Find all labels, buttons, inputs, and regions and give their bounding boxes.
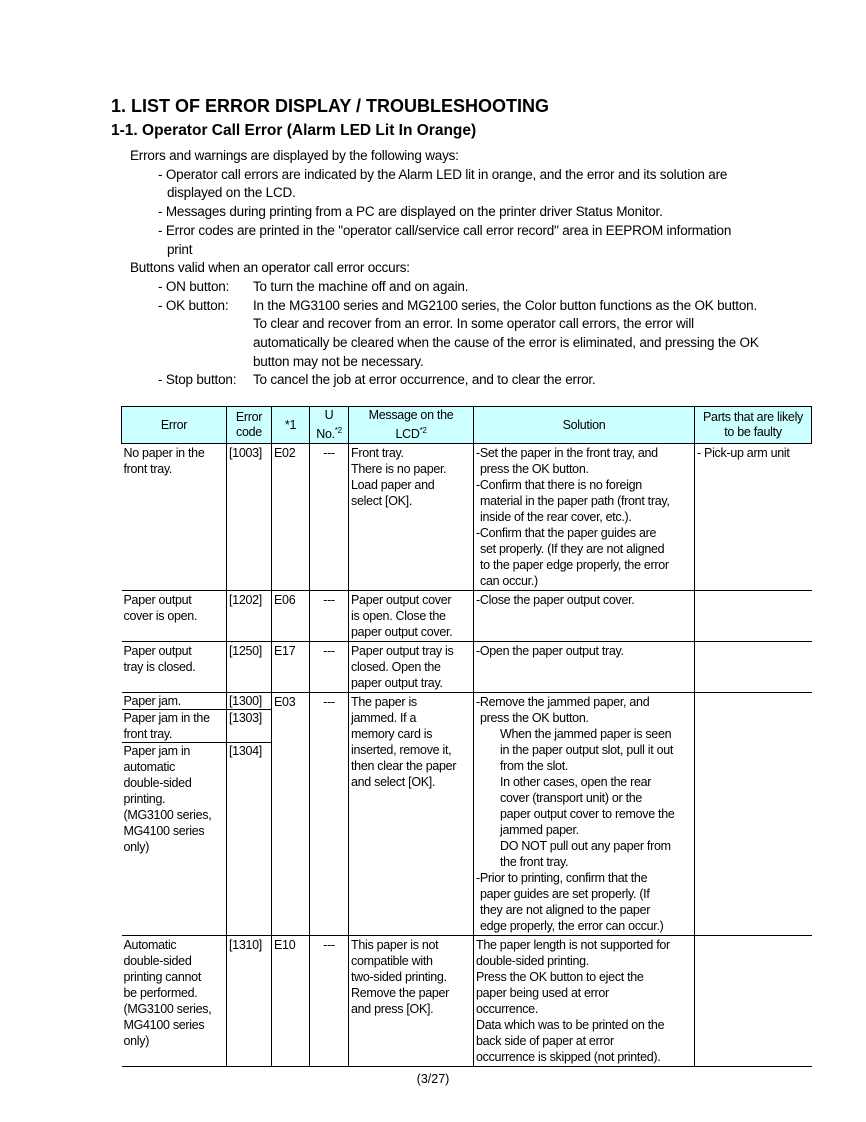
cell-line: -Remove the jammed paper, and (476, 695, 650, 710)
header-message (349, 407, 474, 444)
lcd-message-cell (349, 936, 474, 1067)
error-cell (122, 693, 227, 936)
error-sub-item (122, 710, 227, 743)
u-number-cell: --- (310, 591, 349, 642)
header-msg-line1: Message on the (368, 408, 454, 422)
ok-button-label: - OK button: (158, 297, 229, 313)
cell-line: cover (transport unit) or the (500, 791, 643, 806)
cell-line: paper being used at error (476, 986, 609, 1001)
error-code-cell: [1202] (227, 591, 272, 642)
on-button-row (130, 278, 759, 297)
star1-code-cell: E10 (272, 936, 310, 1067)
on-button-text: To turn the machine off and on again. (253, 278, 469, 294)
ok-button-text-4: button may not be necessary. (253, 353, 424, 369)
error-cell (122, 444, 227, 591)
parts-cell (695, 444, 812, 591)
parts-cell (695, 936, 812, 1067)
header-star1: *1 (272, 407, 310, 444)
cell-line: automatic (123, 760, 175, 775)
cell-line: inside of the rear cover, etc.). (480, 510, 632, 525)
cell-line: In other cases, open the rear (500, 775, 652, 790)
parts-cell (695, 693, 812, 936)
parts-cell (695, 591, 812, 642)
cell-line: inserted, remove it, (351, 743, 452, 758)
cell-line: select [OK]. (351, 494, 413, 509)
cell-line: (MG3100 series, (123, 808, 212, 823)
bullet-3-cont: print (167, 241, 193, 257)
error-cell (122, 642, 227, 693)
u-number-cell: --- (310, 642, 349, 693)
cell-line: -Close the paper output cover. (476, 593, 635, 608)
cell-line: the front tray. (500, 855, 569, 870)
cell-line: There is no paper. (351, 462, 447, 477)
solution-cell (474, 444, 695, 591)
cell-line: When the jammed paper is seen (500, 727, 672, 742)
on-button-label: - ON button: (158, 278, 230, 294)
ok-button-row (130, 297, 759, 316)
header-uno-text: U No. (316, 408, 335, 442)
cell-line: double-sided (123, 776, 192, 791)
solution-cell (474, 591, 695, 642)
cell-line: MG4100 series (123, 1018, 205, 1033)
cell-line: compatible with (351, 954, 433, 969)
cell-line: they are not aligned to the paper (480, 903, 651, 918)
intro-lead: Errors and warnings are displayed by the following ways: (130, 148, 459, 163)
solution-cell (474, 936, 695, 1067)
table-row (122, 444, 812, 591)
cell-line: can occur.) (480, 574, 538, 589)
u-number-cell: --- (310, 444, 349, 591)
cell-line: then clear the paper (351, 759, 457, 774)
header-code-line2: code (236, 425, 262, 440)
cell-line: MG4100 series (123, 824, 205, 839)
cell-line: and select [OK]. (351, 775, 436, 790)
error-code-cell (227, 693, 272, 936)
cell-line: paper output cover to remove the (500, 807, 675, 822)
error-code-cell: [1003] (227, 444, 272, 591)
header-parts (695, 407, 812, 444)
solution-cell (474, 693, 695, 936)
lcd-message-cell (349, 591, 474, 642)
cell-line: (MG3100 series, (123, 1002, 212, 1017)
star1-code-cell: E17 (272, 642, 310, 693)
table-row (122, 936, 812, 1067)
cell-line: cover is open. (123, 609, 198, 624)
error-sub-code: [1300] (227, 693, 271, 710)
bullet-1: - Operator call errors are indicated by the Alarm LED lit in orange, and the error and its solution are (158, 166, 728, 182)
cell-line: printing. (123, 792, 166, 807)
section-title: 1. LIST OF ERROR DISPLAY / TROUBLESHOOTING (111, 96, 550, 116)
u-number-cell: --- (310, 693, 349, 936)
cell-line: The paper is (351, 695, 417, 710)
cell-line: set properly. (If they are not aligned (480, 542, 665, 557)
cell-line: in the paper output slot, pull it out (500, 743, 674, 758)
cell-line: front tray. (123, 727, 173, 742)
error-sub-code: [1303] (227, 710, 271, 743)
cell-line: press the OK button. (480, 711, 589, 726)
header-msg-line2 (351, 423, 471, 442)
cell-line: two-sided printing. (351, 970, 447, 985)
buttons-lead: Buttons valid when an operator call error occurs: (130, 260, 410, 276)
header-parts-line2: to be faulty (724, 425, 782, 440)
cell-line: only) (123, 840, 150, 855)
cell-line: front tray. (123, 462, 173, 477)
cell-line: This paper is not (351, 938, 439, 953)
lcd-message-cell (349, 444, 474, 591)
cell-line: paper guides are set properly. (If (480, 887, 650, 902)
cell-line: is open. Close the (351, 609, 446, 624)
error-sub-item (122, 693, 227, 710)
lcd-message-cell (349, 693, 474, 936)
cell-line: material in the paper path (front tray, (480, 494, 670, 509)
cell-line: paper output tray. (351, 676, 443, 691)
cell-line: and press [OK]. (351, 1002, 434, 1017)
cell-line: double-sided printing. (476, 954, 589, 969)
cell-line: printing cannot (123, 970, 202, 985)
error-cell (122, 936, 227, 1067)
header-uno (310, 407, 349, 444)
cell-line: be performed. (123, 986, 198, 1001)
cell-line: tray is closed. (123, 660, 196, 675)
header-error: Error (122, 407, 227, 444)
cell-line: Paper jam. (123, 694, 181, 709)
cell-line: closed. Open the (351, 660, 441, 675)
cell-line: press the OK button. (480, 462, 589, 477)
cell-line: -Confirm that there is no foreign (476, 478, 642, 493)
header-code-line1: Error (235, 410, 263, 425)
error-sub-item (122, 743, 227, 855)
cell-line: -Open the paper output tray. (476, 644, 624, 659)
header-solution: Solution (474, 407, 695, 444)
ok-button-text: In the MG3100 series and MG2100 series, the Color button functions as the OK button. (253, 297, 757, 313)
cell-line: occurrence is skipped (not printed). (476, 1050, 661, 1065)
error-sub-code: [1304] (229, 744, 262, 759)
cell-line: Data which was to be printed on the (476, 1018, 665, 1033)
star1-code-cell: E06 (272, 591, 310, 642)
cell-line: jammed paper. (500, 823, 579, 838)
header-uno-sup: *2 (334, 426, 342, 435)
cell-line: Press the OK button to eject the (476, 970, 644, 985)
cell-line: -Prior to printing, confirm that the (476, 871, 648, 886)
stop-button-row (130, 371, 759, 390)
lcd-message-cell (349, 642, 474, 693)
cell-line: edge properly, the error can occur.) (480, 919, 664, 934)
bullet-1-cont: displayed on the LCD. (167, 185, 296, 201)
error-code-cell: [1250] (227, 642, 272, 693)
bullet-3: - Error codes are printed in the "operator call/service call error record" area in EEPROM information (158, 222, 732, 238)
header-parts-line1: Parts that are likely (703, 410, 803, 425)
stop-button-label: - Stop button: (158, 372, 237, 388)
ok-button-text-3: automatically be cleared when the cause of the error is eliminated, and pressing the OK (253, 335, 759, 351)
header-msg-sup: *2 (419, 426, 427, 435)
page-number: (3/27) (416, 1072, 450, 1086)
table-row (122, 693, 812, 936)
cell-line: Paper jam in (123, 744, 191, 759)
error-cell (122, 591, 227, 642)
cell-line: occurrence. (476, 1002, 539, 1017)
header-msg-text: LCD (395, 427, 420, 442)
cell-line: memory card is (351, 727, 433, 742)
cell-line: - Pick-up arm unit (697, 446, 790, 461)
u-number-cell: --- (310, 936, 349, 1067)
table-row (122, 642, 812, 693)
cell-line: DO NOT pull out any paper from (500, 839, 671, 854)
solution-cell (474, 642, 695, 693)
cell-line: only) (123, 1034, 150, 1049)
ok-button-text-2: To clear and recover from an error. In some operator call errors, the error will (253, 316, 694, 332)
parts-cell (695, 642, 812, 693)
star1-code-cell: E03 (272, 693, 310, 936)
bullet-2: - Messages during printing from a PC are displayed on the printer driver Status Monitor. (158, 204, 663, 220)
cell-line: double-sided (123, 954, 192, 969)
star1-code-cell: E02 (272, 444, 310, 591)
cell-line: -Set the paper in the front tray, and (476, 446, 658, 461)
cell-line: Paper output (123, 593, 192, 608)
cell-line: paper output cover. (351, 625, 453, 640)
cell-line: to the paper edge properly, the error (480, 558, 669, 573)
cell-line: Front tray. (351, 446, 404, 461)
cell-line: -Confirm that the paper guides are (476, 526, 657, 541)
cell-line: Paper output tray is (351, 644, 454, 659)
error-code-cell: [1310] (227, 936, 272, 1067)
stop-button-text: To cancel the job at error occurrence, and to clear the error. (253, 372, 596, 388)
header-error-code (227, 407, 272, 444)
table-header (122, 407, 812, 444)
error-table (121, 406, 812, 1067)
cell-line: from the slot. (500, 759, 569, 774)
cell-line: Load paper and (351, 478, 435, 493)
cell-line: Paper jam in the (123, 711, 210, 726)
cell-line: The paper length is not supported for (476, 938, 670, 953)
table-row (122, 591, 812, 642)
subsection-title: 1-1. Operator Call Error (Alarm LED Lit In Orange) (111, 122, 477, 139)
cell-line: Paper output cover (351, 593, 452, 608)
cell-line: Automatic (123, 938, 177, 953)
cell-line: back side of paper at error (476, 1034, 614, 1049)
intro-text (130, 147, 759, 390)
cell-line: jammed. If a (351, 711, 417, 726)
cell-line: Remove the paper (351, 986, 450, 1001)
cell-line: Paper output (123, 644, 192, 659)
cell-line: No paper in the (123, 446, 205, 461)
